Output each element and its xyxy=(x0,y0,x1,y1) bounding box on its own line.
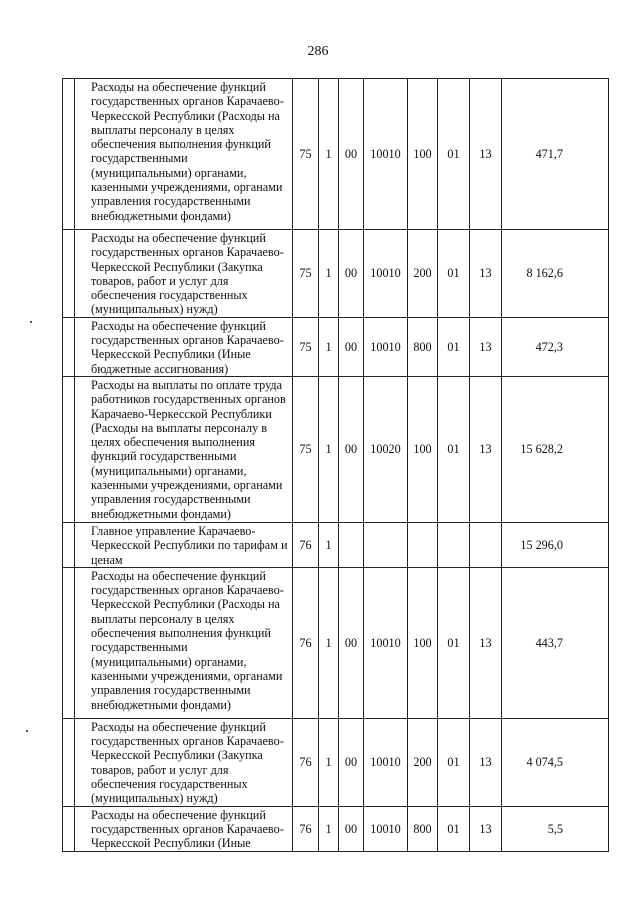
code-cell-subsection: 00 xyxy=(339,317,364,376)
blank-cell xyxy=(63,522,75,567)
code-cell-section: 1 xyxy=(319,522,339,567)
code-cell-expense-type: 100 xyxy=(408,376,438,522)
code-cell-ministry: 75 xyxy=(293,376,319,522)
code-cell-rz: 01 xyxy=(438,567,470,718)
code-cell-ministry: 75 xyxy=(293,317,319,376)
table-row xyxy=(63,806,609,851)
code-cell-pr: 13 xyxy=(470,376,502,522)
row-name-cell: Расходы на обеспечение функций государственных органов Карачаево-Черкесской Республики (Расходы на выплаты персоналу в целях обеспечения выполнения функций государственными (муниципальными) органами, казенными учреждениями, органами управления государственными внебюджетными фондами) xyxy=(75,79,293,230)
code-cell-subsection: 00 xyxy=(339,806,364,851)
code-cell-subsection: 00 xyxy=(339,230,364,318)
amount-cell: 443,7 xyxy=(502,567,609,718)
code-cell-rz: 01 xyxy=(438,806,470,851)
code-cell-pr xyxy=(470,522,502,567)
code-cell-article xyxy=(364,522,408,567)
code-cell-ministry: 76 xyxy=(293,718,319,806)
row-name-cell: Расходы на выплаты по оплате труда работников государственных органов Карачаево-Черкесской Республики (Расходы на выплаты персоналу в целях обеспечения выполнения функций государственными (муниципальными) органами, казенными учреждениями, органами управления государственными внебюджетными фондами) xyxy=(75,376,293,522)
code-cell-subsection: 00 xyxy=(339,718,364,806)
code-cell-expense-type: 200 xyxy=(408,718,438,806)
code-cell-rz: 01 xyxy=(438,79,470,230)
code-cell-pr: 13 xyxy=(470,718,502,806)
blank-cell xyxy=(63,317,75,376)
table-body xyxy=(63,79,609,852)
code-cell-subsection: 00 xyxy=(339,79,364,230)
code-cell-rz: 01 xyxy=(438,317,470,376)
blank-cell xyxy=(63,718,75,806)
blank-cell xyxy=(63,230,75,318)
code-cell-expense-type xyxy=(408,522,438,567)
table-row xyxy=(63,79,609,230)
scan-speck xyxy=(30,321,32,323)
code-cell-section: 1 xyxy=(319,230,339,318)
table-row xyxy=(63,317,609,376)
code-cell-article: 10010 xyxy=(364,230,408,318)
code-cell-section: 1 xyxy=(319,376,339,522)
code-cell-article: 10010 xyxy=(364,567,408,718)
code-cell-article: 10010 xyxy=(364,718,408,806)
code-cell-ministry: 76 xyxy=(293,567,319,718)
code-cell-rz: 01 xyxy=(438,376,470,522)
code-cell-pr: 13 xyxy=(470,567,502,718)
code-cell-ministry: 75 xyxy=(293,230,319,318)
code-cell-section: 1 xyxy=(319,567,339,718)
amount-cell: 15 628,2 xyxy=(502,376,609,522)
amount-cell: 4 074,5 xyxy=(502,718,609,806)
code-cell-section: 1 xyxy=(319,718,339,806)
scan-speck xyxy=(26,730,28,732)
amount-cell: 472,3 xyxy=(502,317,609,376)
blank-cell xyxy=(63,567,75,718)
row-name-cell: Расходы на обеспечение функций государственных органов Карачаево-Черкесской Республики (Иные бюджетные ассигнования) xyxy=(75,317,293,376)
code-cell-rz: 01 xyxy=(438,718,470,806)
blank-cell xyxy=(63,806,75,851)
code-cell-article: 10010 xyxy=(364,317,408,376)
amount-cell: 471,7 xyxy=(502,79,609,230)
code-cell-expense-type: 200 xyxy=(408,230,438,318)
code-cell-section: 1 xyxy=(319,79,339,230)
code-cell-expense-type: 800 xyxy=(408,317,438,376)
code-cell-expense-type: 100 xyxy=(408,567,438,718)
page-number: 286 xyxy=(307,44,329,59)
code-cell-article: 10020 xyxy=(364,376,408,522)
blank-cell xyxy=(63,376,75,522)
code-cell-article: 10010 xyxy=(364,806,408,851)
blank-cell xyxy=(63,79,75,230)
table-row xyxy=(63,567,609,718)
code-cell-pr: 13 xyxy=(470,317,502,376)
code-cell-section: 1 xyxy=(319,806,339,851)
code-cell-ministry: 75 xyxy=(293,79,319,230)
table-row xyxy=(63,522,609,567)
code-cell-subsection: 00 xyxy=(339,376,364,522)
code-cell-section: 1 xyxy=(319,317,339,376)
amount-cell: 15 296,0 xyxy=(502,522,609,567)
amount-cell: 8 162,6 xyxy=(502,230,609,318)
code-cell-ministry: 76 xyxy=(293,522,319,567)
row-name-cell: Расходы на обеспечение функций государственных органов Карачаево-Черкесской Республики (Закупка товаров, работ и услуг для обеспечения государственных (муниципальных) нужд) xyxy=(75,718,293,806)
code-cell-expense-type: 800 xyxy=(408,806,438,851)
code-cell-subsection xyxy=(339,522,364,567)
code-cell-ministry: 76 xyxy=(293,806,319,851)
code-cell-rz xyxy=(438,522,470,567)
code-cell-pr: 13 xyxy=(470,806,502,851)
code-cell-subsection: 00 xyxy=(339,567,364,718)
amount-cell: 5,5 xyxy=(502,806,609,851)
code-cell-article: 10010 xyxy=(364,79,408,230)
budget-table xyxy=(62,78,609,852)
code-cell-expense-type: 100 xyxy=(408,79,438,230)
table-row xyxy=(63,718,609,806)
code-cell-rz: 01 xyxy=(438,230,470,318)
row-name-cell: Расходы на обеспечение функций государственных органов Карачаево-Черкесской Республики (Расходы на выплаты персоналу в целях обеспечения выполнения функций государственными (муниципальными) органами, казенными учреждениями, органами управления государственными внебюджетными фондами) xyxy=(75,567,293,718)
row-name-cell: Расходы на обеспечение функций государственных органов Карачаево-Черкесской Республики (Закупка товаров, работ и услуг для обеспечения государственных (муниципальных) нужд) xyxy=(75,230,293,318)
code-cell-pr: 13 xyxy=(470,230,502,318)
table-row xyxy=(63,230,609,318)
row-name-cell: Расходы на обеспечение функций государственных органов Карачаево-Черкесской Республики (Иные xyxy=(75,806,293,851)
row-name-cell: Главное управление Карачаево-Черкесской Республики по тарифам и ценам xyxy=(75,522,293,567)
table-row xyxy=(63,376,609,522)
code-cell-pr: 13 xyxy=(470,79,502,230)
